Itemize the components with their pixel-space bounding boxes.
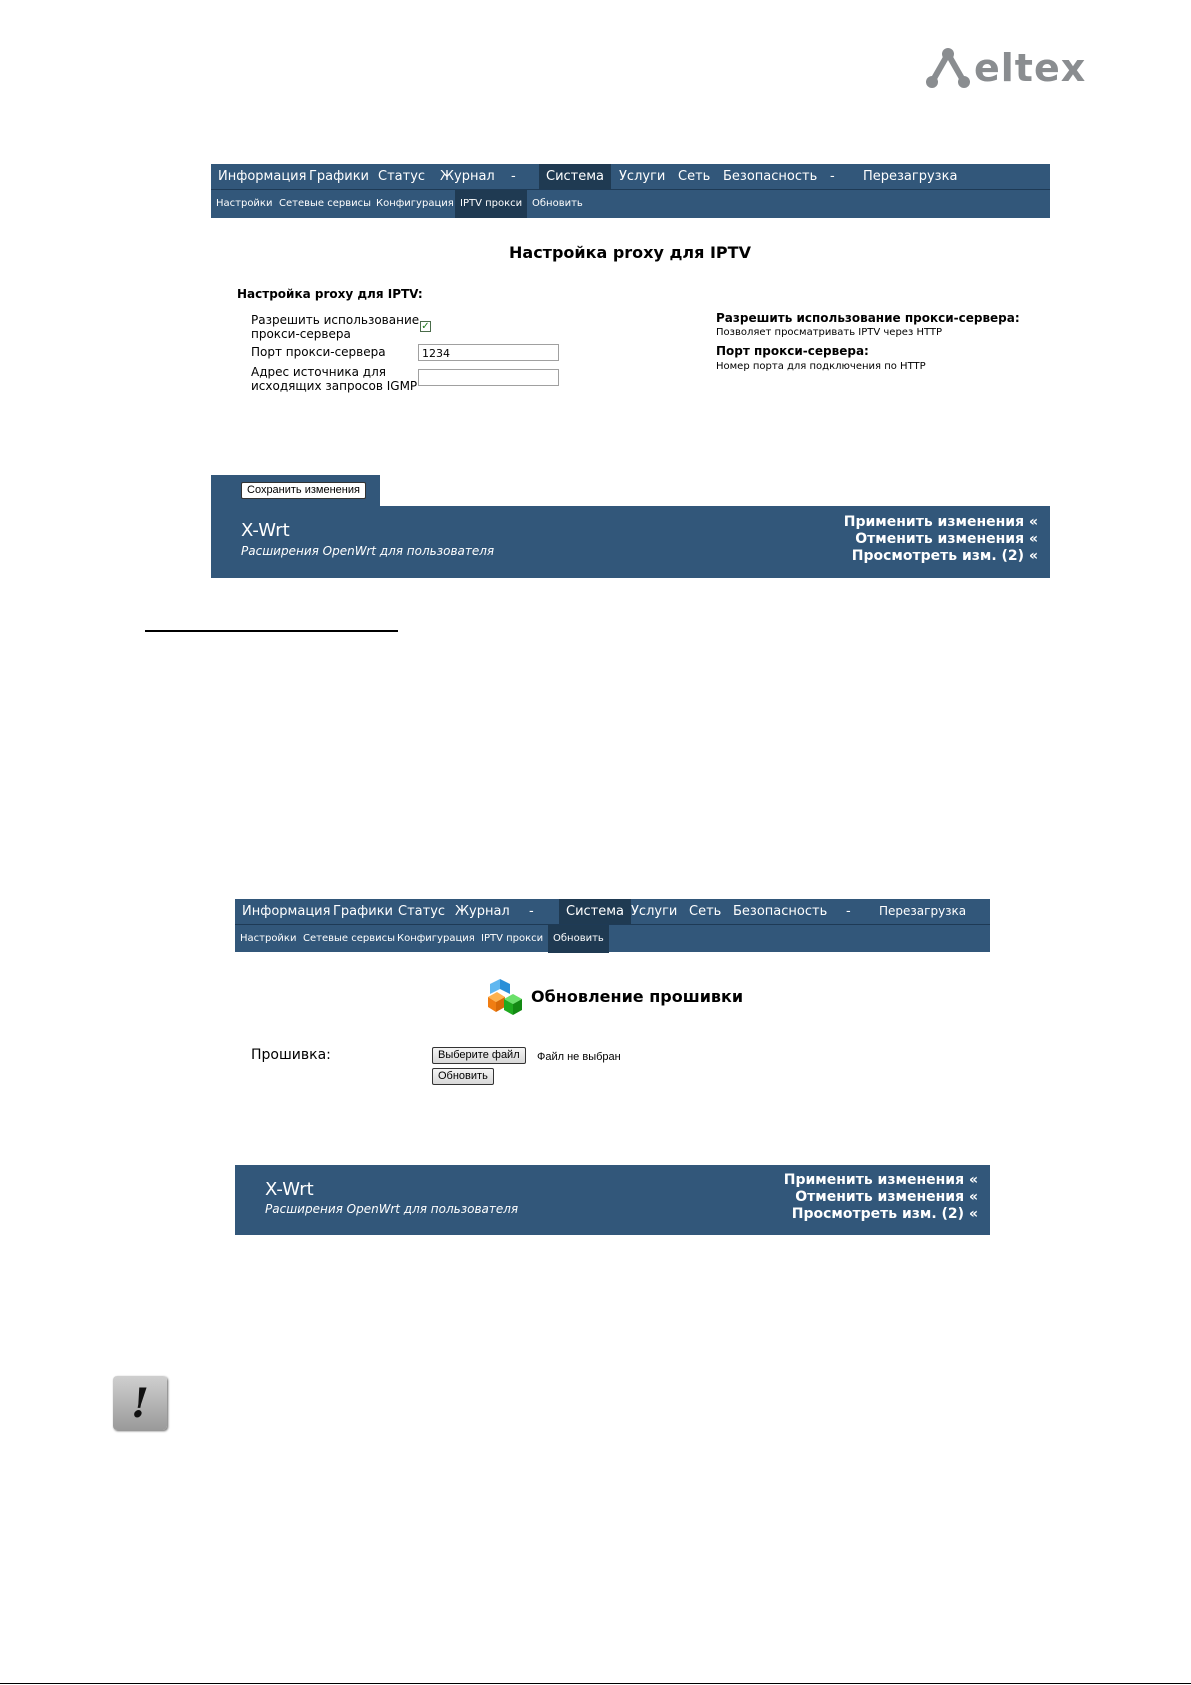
subnav-settings[interactable]: Настройки xyxy=(216,198,273,209)
nav-separator: - xyxy=(529,904,534,919)
firmware-update-screenshot xyxy=(235,899,990,1235)
cancel-changes-link[interactable]: Отменить изменения « xyxy=(795,1189,978,1205)
subnav-iptv-proxy[interactable]: IPTV прокси xyxy=(481,933,544,944)
nav-log[interactable]: Журнал xyxy=(440,169,495,184)
footer-brand: X-Wrt xyxy=(265,1179,314,1200)
subnav-update[interactable]: Обновить xyxy=(532,198,583,209)
footer-tagline: Расширения OpenWrt для пользователя xyxy=(265,1202,519,1216)
nav-log[interactable]: Журнал xyxy=(455,904,510,919)
nav-separator: - xyxy=(511,169,516,184)
subnav-network-services[interactable]: Сетевые сервисы xyxy=(303,933,396,944)
eltex-logo-icon xyxy=(922,44,974,92)
nav-security[interactable]: Безопасность xyxy=(723,169,818,184)
choose-file-button[interactable]: Выберите файл xyxy=(432,1047,526,1064)
subnav-settings[interactable]: Настройки xyxy=(240,933,297,944)
sub-nav xyxy=(235,925,990,952)
nav-services[interactable]: Услуги xyxy=(619,169,666,184)
subnav-configuration[interactable]: Конфигурация xyxy=(397,933,475,944)
cancel-changes-link[interactable]: Отменить изменения « xyxy=(855,531,1038,547)
divider-rule xyxy=(145,630,398,632)
igmp-source-label: Адрес источника для исходящих запросов IGMP xyxy=(251,365,418,393)
nav-system[interactable]: Система xyxy=(539,164,611,189)
footer xyxy=(235,1165,990,1235)
nav-graphs[interactable]: Графики xyxy=(309,169,370,184)
nav-graphs[interactable]: Графики xyxy=(333,904,394,919)
subnav-iptv-proxy[interactable]: IPTV прокси xyxy=(455,190,527,218)
main-nav xyxy=(211,164,1050,190)
warning-icon: ! xyxy=(113,1376,167,1430)
footer-brand: X-Wrt xyxy=(241,520,290,541)
subnav-configuration[interactable]: Конфигурация xyxy=(376,198,454,209)
subnav-update[interactable]: Обновить xyxy=(548,925,609,953)
update-button[interactable]: Обновить xyxy=(432,1068,494,1085)
review-changes-link[interactable]: Просмотреть изм. (2) « xyxy=(791,1206,978,1222)
help-text-allow: Позволяет просматривать IPTV через HTTP xyxy=(716,327,943,338)
main-nav xyxy=(235,899,990,925)
nav-info[interactable]: Информация xyxy=(218,169,307,184)
iptv-proxy-screenshot xyxy=(211,164,1050,578)
proxy-port-input[interactable]: 1234 xyxy=(418,344,559,361)
section-title: Настройка proxy для IPTV: xyxy=(237,287,423,301)
help-heading-allow: Разрешить использование прокси-сервера: xyxy=(716,311,1020,325)
footer-links xyxy=(844,514,1038,565)
page-title: Обновление прошивки xyxy=(531,987,744,1006)
footer xyxy=(211,506,1050,578)
nav-reboot[interactable]: Перезагрузка xyxy=(879,904,967,918)
apply-changes-link[interactable]: Применить изменения « xyxy=(843,514,1038,530)
nav-separator: - xyxy=(830,169,835,184)
cubes-icon xyxy=(486,977,524,1017)
nav-info[interactable]: Информация xyxy=(242,904,331,919)
allow-proxy-label: Разрешить использование прокси-сервера xyxy=(251,313,420,341)
apply-changes-link[interactable]: Применить изменения « xyxy=(783,1172,978,1188)
help-text-port: Номер порта для подключения по HTTP xyxy=(716,361,926,372)
save-tab xyxy=(211,475,380,506)
save-changes-button[interactable]: Сохранить изменения xyxy=(241,482,366,499)
firmware-label: Прошивка: xyxy=(251,1047,331,1063)
nav-services[interactable]: Услуги xyxy=(631,904,678,919)
nav-reboot[interactable]: Перезагрузка xyxy=(863,169,958,184)
review-changes-link[interactable]: Просмотреть изм. (2) « xyxy=(851,548,1038,564)
nav-system[interactable]: Система xyxy=(559,899,631,924)
logo-text: eltex xyxy=(974,46,1087,90)
proxy-port-label: Порт прокси-сервера xyxy=(251,345,386,359)
nav-network[interactable]: Сеть xyxy=(689,904,722,919)
nav-separator: - xyxy=(846,904,851,919)
igmp-source-input[interactable] xyxy=(418,369,559,386)
nav-network[interactable]: Сеть xyxy=(678,169,711,184)
sub-nav xyxy=(211,190,1050,218)
page-bottom-rule xyxy=(0,1683,1191,1684)
nav-status[interactable]: Статус xyxy=(378,169,426,184)
footer-tagline: Расширения OpenWrt для пользователя xyxy=(241,544,495,558)
nav-security[interactable]: Безопасность xyxy=(733,904,828,919)
eltex-logo xyxy=(922,44,1102,92)
no-file-text: Файл не выбран xyxy=(537,1051,621,1063)
nav-status[interactable]: Статус xyxy=(398,904,446,919)
allow-proxy-checkbox[interactable]: ✓ xyxy=(421,321,430,332)
help-heading-port: Порт прокси-сервера: xyxy=(716,344,869,358)
footer-links xyxy=(784,1172,978,1223)
page-title: Настройка proxy для IPTV xyxy=(509,243,751,262)
subnav-network-services[interactable]: Сетевые сервисы xyxy=(279,198,372,209)
